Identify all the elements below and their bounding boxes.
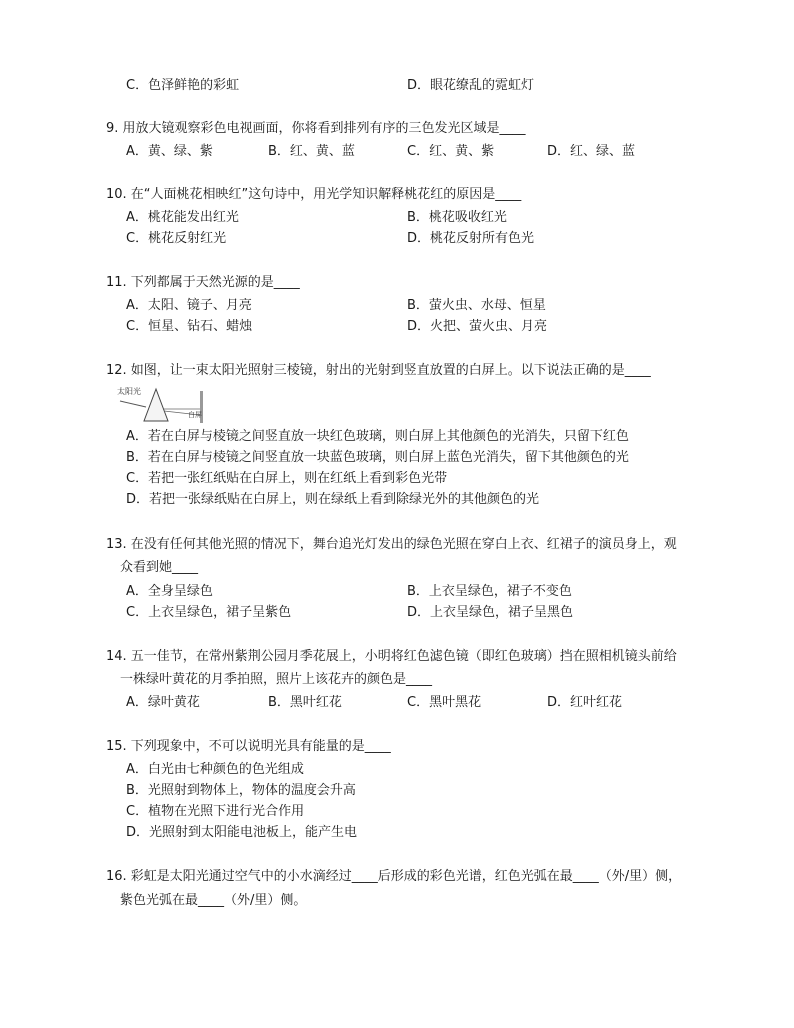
q10-option-b: B．桃花吸收红光: [407, 210, 507, 225]
sun-light-label: 太阳光: [117, 387, 141, 396]
q16-stem: 16. 彩虹是太阳光通过空气中的小水滴经过____后形成的彩色光谱，红色光弧在最____（外/里）侧，: [106, 869, 682, 884]
prism-diagram: [116, 385, 216, 427]
q13-option-b: B．上衣呈绿色，裙子不变色: [407, 584, 572, 599]
q11-option-b: B．萤火虫、水母、恒星: [407, 298, 546, 313]
q8-option-c: C．色泽鲜艳的彩虹: [126, 78, 240, 93]
q15-option-a: A．白光由七种颜色的色光组成: [126, 762, 304, 777]
q15-option-b: B．光照射到物体上，物体的温度会升高: [126, 783, 356, 798]
q12-option-b: B．若在白屏与棱镜之间竖直放一块蓝色玻璃，则白屏上蓝色光消失，留下其他颜色的光: [126, 450, 629, 465]
q10-option-d: D．桃花反射所有色光: [407, 231, 535, 246]
q15-option-d: D．光照射到太阳能电池板上，能产生电: [126, 825, 358, 840]
q9-option-d: D．红、绿、蓝: [547, 144, 636, 159]
q12-option-c: C．若把一张红纸贴在白屏上，则在红纸上看到彩色光带: [126, 471, 448, 486]
prism-shape: [144, 389, 168, 421]
q13-stem-cont: 众看到她____: [120, 560, 199, 575]
q13-option-d: D．上衣呈绿色，裙子呈黑色: [407, 605, 574, 620]
q12-stem: 12. 如图，让一束太阳光照射三棱镜，射出的光射到竖直放置的白屏上。以下说法正确的是____: [106, 363, 651, 378]
q14-stem: 14. 五一佳节，在常州紫荆公园月季花展上，小明将红色滤色镜（即红色玻璃）挡在照相机镜头前给: [106, 649, 677, 664]
q10-option-c: C．桃花反射红光: [126, 231, 227, 246]
q9-option-c: C．红、黄、紫: [407, 144, 495, 159]
q11-stem: 11. 下列都属于天然光源的是____: [106, 275, 300, 290]
q11-option-a: A．太阳、镜子、月亮: [126, 298, 252, 313]
q14-option-d: D．红叶红花: [547, 695, 623, 710]
q9-option-b: B．红、黄、蓝: [268, 144, 355, 159]
q14-option-a: A．绿叶黄花: [126, 695, 200, 710]
q14-stem-cont: 一株绿叶黄花的月季拍照，照片上该花卉的颜色是____: [120, 672, 433, 687]
q15-option-c: C．植物在光照下进行光合作用: [126, 804, 305, 819]
q10-option-a: A．桃花能发出红光: [126, 210, 239, 225]
q11-option-c: C．恒星、钻石、蜡烛: [126, 319, 253, 334]
q12-option-d: D．若把一张绿纸贴在白屏上，则在绿纸上看到除绿光外的其他颜色的光: [126, 492, 540, 507]
incident-ray: [120, 401, 146, 407]
q10-stem: 10. 在“人面桃花相映红”这句诗中，用光学知识解释桃花红的原因是____: [106, 187, 522, 202]
q13-option-a: A．全身呈绿色: [126, 584, 213, 599]
q9-stem: 9. 用放大镜观察彩色电视画面，你将看到排列有序的三色发光区域是____: [106, 121, 526, 136]
q13-stem: 13. 在没有任何其他光照的情况下，舞台追光灯发出的绿色光照在穿白上衣、红裙子的演员身上，观: [106, 537, 677, 552]
q14-option-c: C．黑叶黑花: [407, 695, 482, 710]
q15-stem: 15. 下列现象中，不可以说明光具有能量的是____: [106, 739, 391, 754]
white-screen-label: 白屏: [188, 411, 202, 419]
q11-option-d: D．火把、萤火虫、月亮: [407, 319, 548, 334]
q8-option-d: D．眼花缭乱的霓虹灯: [407, 78, 535, 93]
q12-option-a: A．若在白屏与棱镜之间竖直放一块红色玻璃，则白屏上其他颜色的光消失，只留下红色: [126, 429, 629, 444]
q9-option-a: A．黄、绿、紫: [126, 144, 213, 159]
q13-option-c: C．上衣呈绿色，裙子呈紫色: [126, 605, 292, 620]
q14-option-b: B．黑叶红花: [268, 695, 342, 710]
q16-stem-cont: 紫色光弧在最____（外/里）侧。: [120, 893, 307, 908]
